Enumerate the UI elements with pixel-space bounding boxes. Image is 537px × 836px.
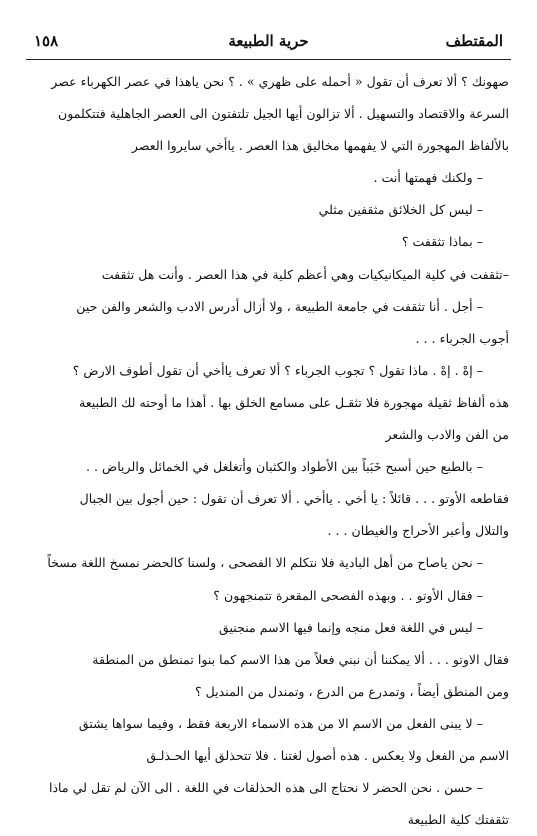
text-line: ومن المنطق أيضاً ، وتمدرع من الدرع ، وتمندل من المنديل ؟ (194, 683, 509, 699)
text-line: – إهْ . إهْ . ماذا تقول ؟ تجوب الجرباء ؟ ألا تعرف ياأخي أن تقول أطوف الارض ؟ (72, 362, 483, 378)
page-number: ١٥٨ (34, 32, 59, 50)
magazine-name: المقتطف (445, 32, 503, 50)
text-line: – فقال الأوتو . . وبهذه الفصحى المقعرة تتمنجهون ؟ (213, 587, 483, 603)
text-line: من الفن والادب والشعر (385, 427, 509, 443)
body-text (28, 66, 509, 836)
text-line: فقال الاوتو . . . ألا يمكننا أن نبني فعلاً من هذا الاسم كما بنوا تمنطق من المنطقة (92, 651, 509, 667)
text-line: بالألفاظ المهجورة التي لا يفهمها مخاليق هذا العصر . ياأخي سايروا العصر (131, 138, 509, 154)
text-line: – بالطبع حين أسبح خَبَباً بين الأطواد والكثبان وأتغلغل في الخمائل والرياض . . (85, 459, 483, 475)
text-line: – ليس كل الخلائق مثقفين مثلي (318, 202, 483, 218)
text-line: فقاطعه الأوتو . . . قائلاً : يا أخي . ياأخي . ألا تعرف أن تقول : حين أجول بين الجبال (79, 491, 509, 507)
text-line: والتلال وأعبر الأحراج والغيطان . . . (327, 523, 509, 539)
text-line: – ليس في اللغة فعل منجه وإنما فيها الاسم منجنيق (219, 619, 483, 635)
header-rule (26, 59, 511, 60)
text-line: – ولكنك فهمتها أنت . (373, 170, 483, 186)
text-line: – حسن . نحن الحضر لا نحتاج الى هذه الحذلقات في اللغة . الى الآن لم تقل لي ماذا (48, 780, 483, 796)
text-line: هذه ألفاظ ثقيلة مهجورة فلا تثقـل على مسامع الخلق بها . أهذا ما أوحته لك الطبيعة (78, 394, 509, 410)
text-line: – نحن ياصاح من أهل البادية فلا نتكلم الا الفصحى ، ولسنا كالحضر نمسخ اللغة مسخاً (47, 555, 483, 571)
text-line: صهونك ؟ ألا تعرف أن تقول « أحمله على ظهري » . ؟ نحن ياهذا في عصر الكهرباء عصر (51, 74, 509, 89)
text-line: الاسم من الفعل ولا يعكس . هذه أصول لغتنا . فلا تتحذلق أيها الحـذلـق (146, 747, 509, 763)
running-title: حرية الطبيعة (228, 32, 309, 50)
page-header (28, 22, 509, 56)
text-line: أجوب الجرباء . . . (415, 330, 509, 346)
text-line: تثقفتك كلية الطبيعة (407, 812, 509, 828)
text-line: – أجل . أنا تثقفت في جامعة الطبيعة ، ولا أزال أدرس الادب والشعر والفن حين (76, 298, 483, 314)
text-line: –تثقفت في كلية الميكانيكيات وهي أعظم كلية في هذا العصر . وأنت هل تثقفت (101, 266, 509, 282)
text-line: – بماذا تثقفت ؟ (401, 234, 483, 250)
text-line: – لا يبنى الفعل من الاسم الا من هذه الاسماء الاربعة فقط ، وفيما سواها يشتق (78, 715, 483, 731)
text-line: السرعة والاقتصاد والتسهيل . ألا تزالون أيها الجيل تلتفتون الى العصر الجاهلية فتتكلمون (57, 106, 509, 122)
